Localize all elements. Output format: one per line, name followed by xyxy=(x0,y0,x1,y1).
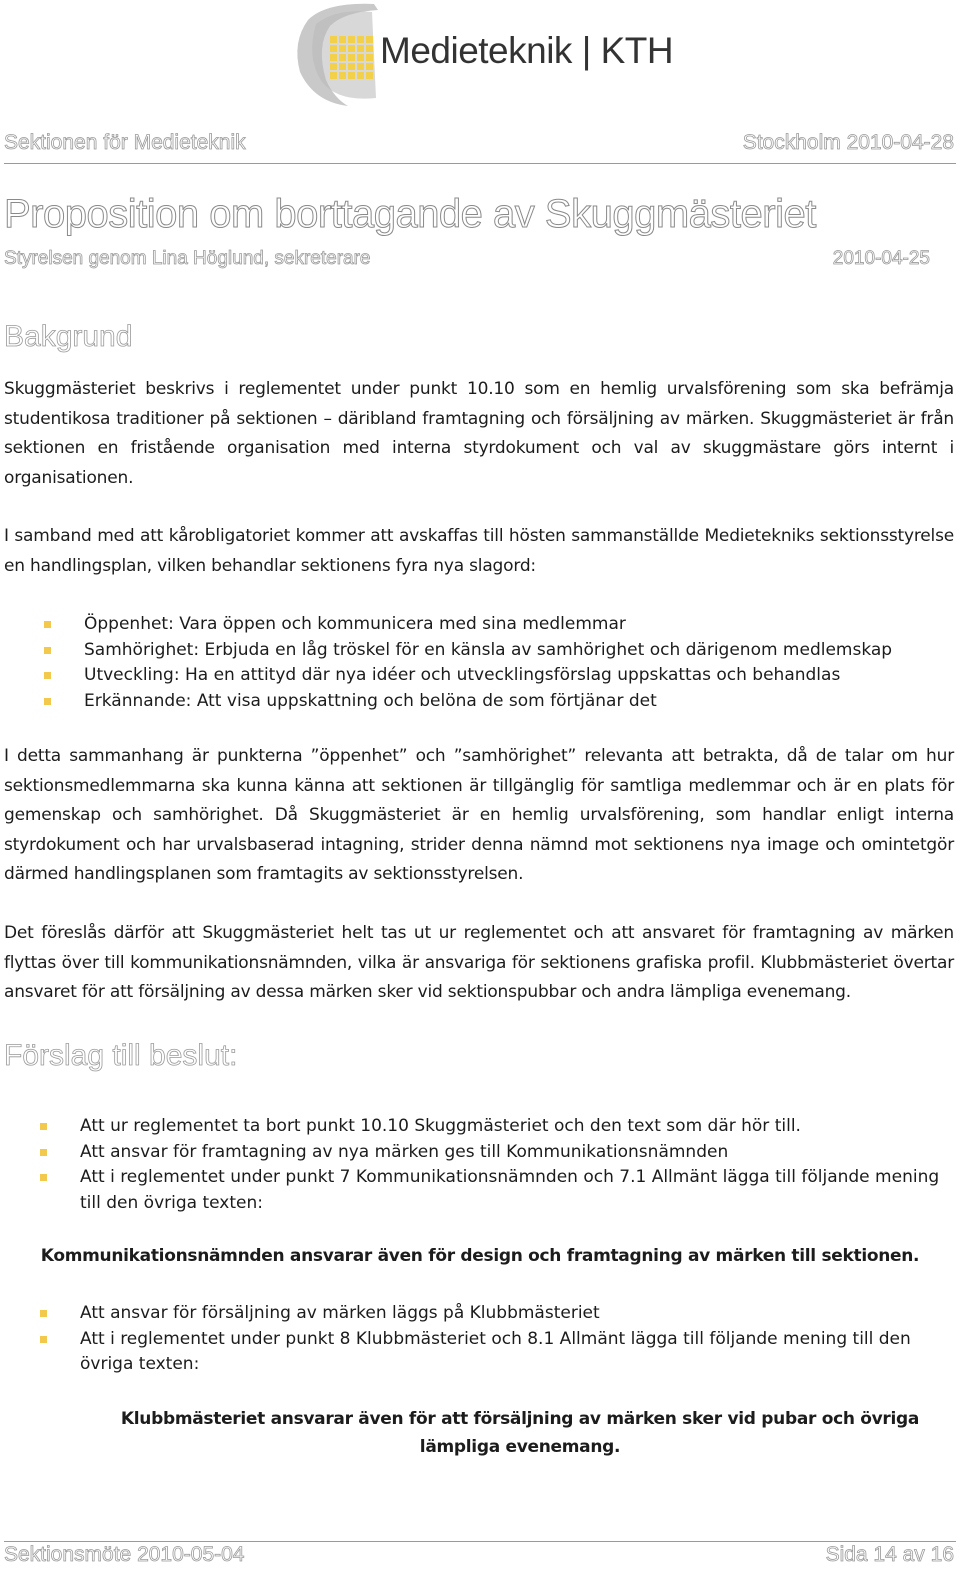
list-item xyxy=(0,1114,950,1140)
document-date: 2010-04-25 xyxy=(832,248,930,269)
list-item xyxy=(4,638,954,664)
bullet-icon xyxy=(44,647,51,654)
list-item xyxy=(0,1301,950,1327)
bullet-icon xyxy=(40,1149,47,1156)
bullet-icon xyxy=(40,1174,47,1181)
list-item-text: Att i reglementet under punkt 7 Kommunikationsnämnden och 7.1 Allmänt lägga till följande mening till den övriga texten: xyxy=(80,1167,940,1214)
heading-forslag: Förslag till beslut: xyxy=(4,1039,238,1072)
quoted-sentence: Klubbmästeriet ansvarar även för att försäljning av märken sker vid pubar och övriga lämpliga evenemang. xyxy=(120,1409,920,1457)
logo-wordmark: Medieteknik | KTH xyxy=(380,30,674,71)
list-item-text: Att ansvar för framtagning av nya märken ges till Kommunikationsnämnden xyxy=(80,1141,729,1162)
document-title: Proposition om borttagande av Skuggmästeriet xyxy=(4,192,816,236)
section-name: Sektionen för Medieteknik xyxy=(4,131,246,154)
list-item-text: Öppenhet: Vara öppen och kommunicera med sina medlemmar xyxy=(84,614,626,634)
header-divider xyxy=(4,163,956,164)
footer-meeting: Sektionsmöte 2010-05-04 xyxy=(4,1543,245,1566)
document-author: Styrelsen genom Lina Höglund, sekreterare xyxy=(4,248,371,269)
paragraph: Det föreslås därför att Skuggmästeriet helt tas ut ur reglementet och att ansvaret för framtagning av märken flyttas över till kommunikationsnämnden, vilka är ansvariga för sektionens grafiska profil. Klubbmästeriet övertar ansvaret för att försäljning av dessa märken sker vid sektionspubbar och andra lämpliga evenemang. xyxy=(4,923,954,1002)
bullet-icon xyxy=(44,621,51,628)
bullet-icon xyxy=(40,1336,47,1343)
list-item-text: Att ur reglementet ta bort punkt 10.10 Skuggmästeriet och den text som där hör till. xyxy=(80,1116,801,1136)
paragraph: I samband med att kårobligatoriet kommer att avskaffas till hösten sammanställde Medietekniks sektionsstyrelse en handlingsplan, vilken behandlar sektionens fyra nya slagord: xyxy=(4,526,954,576)
bullet-icon xyxy=(40,1123,47,1130)
footer-divider xyxy=(4,1541,956,1542)
list-item-text: Erkännande: Att visa uppskattning och belöna de som förtjänar det xyxy=(84,691,657,712)
list-item xyxy=(0,1140,950,1166)
bullet-icon xyxy=(44,672,51,679)
paragraph: Skuggmästeriet beskrivs i reglementet under punkt 10.10 som en hemlig urvalsförening som ska befrämja studentikosa traditioner på sektionen – däribland framtagning och försäljning av märken. Skuggmästeriet är från sektionen en fristående organisation med interna styrdokument och val av skuggmästare görs internt i organisationen. xyxy=(4,379,954,488)
list-item-text: Samhörighet: Erbjuda en låg tröskel för en känsla av samhörighet och därigenom medlemskap xyxy=(84,639,893,660)
proposal-list xyxy=(0,1114,950,1217)
bullet-icon xyxy=(40,1310,47,1317)
page-number: Sida 14 av 16 xyxy=(825,1543,954,1566)
heading-bakgrund: Bakgrund xyxy=(4,320,133,353)
list-item xyxy=(4,689,954,715)
list-item-text: Utveckling: Ha en attityd där nya idéer och utvecklingsförslag uppskattas och behandlas xyxy=(84,665,841,686)
quoted-sentence: Kommunikationsnämnden ansvarar även för design och framtagning av märken till sektionen. xyxy=(40,1246,920,1266)
list-item-text: Att ansvar för försäljning av märken läggs på Klubbmästeriet xyxy=(80,1303,600,1323)
list-item-text: Att i reglementet under punkt 8 Klubbmästeriet och 8.1 Allmänt lägga till följande mening till den övriga texten: xyxy=(80,1328,911,1375)
list-item xyxy=(0,1165,950,1216)
list-item xyxy=(4,612,954,638)
list-item xyxy=(4,663,954,689)
slagord-list xyxy=(4,612,954,715)
paragraph: I detta sammanhang är punkterna ”öppenhet” och ”samhörighet” relevanta att betrakta, då de talar om hur sektionsmedlemmarna ska kunna känna att sektionen är tillgänglig för samtliga medlemmar och är en plats för gemenskap och samhörighet. Då Skuggmästeriet är en hemlig urvalsförening, som handlar enligt interna styrdokument och har urvalsbaserad intagning, strider denna nämnd mot sektionens nya image och omintetgör därmed handlingsplanen som framtagits av sektionsstyrelsen. xyxy=(4,746,954,884)
list-item xyxy=(0,1327,950,1378)
header-date: Stockholm 2010-04-28 xyxy=(742,131,954,154)
bullet-icon xyxy=(44,698,51,705)
proposal-list xyxy=(0,1301,950,1378)
